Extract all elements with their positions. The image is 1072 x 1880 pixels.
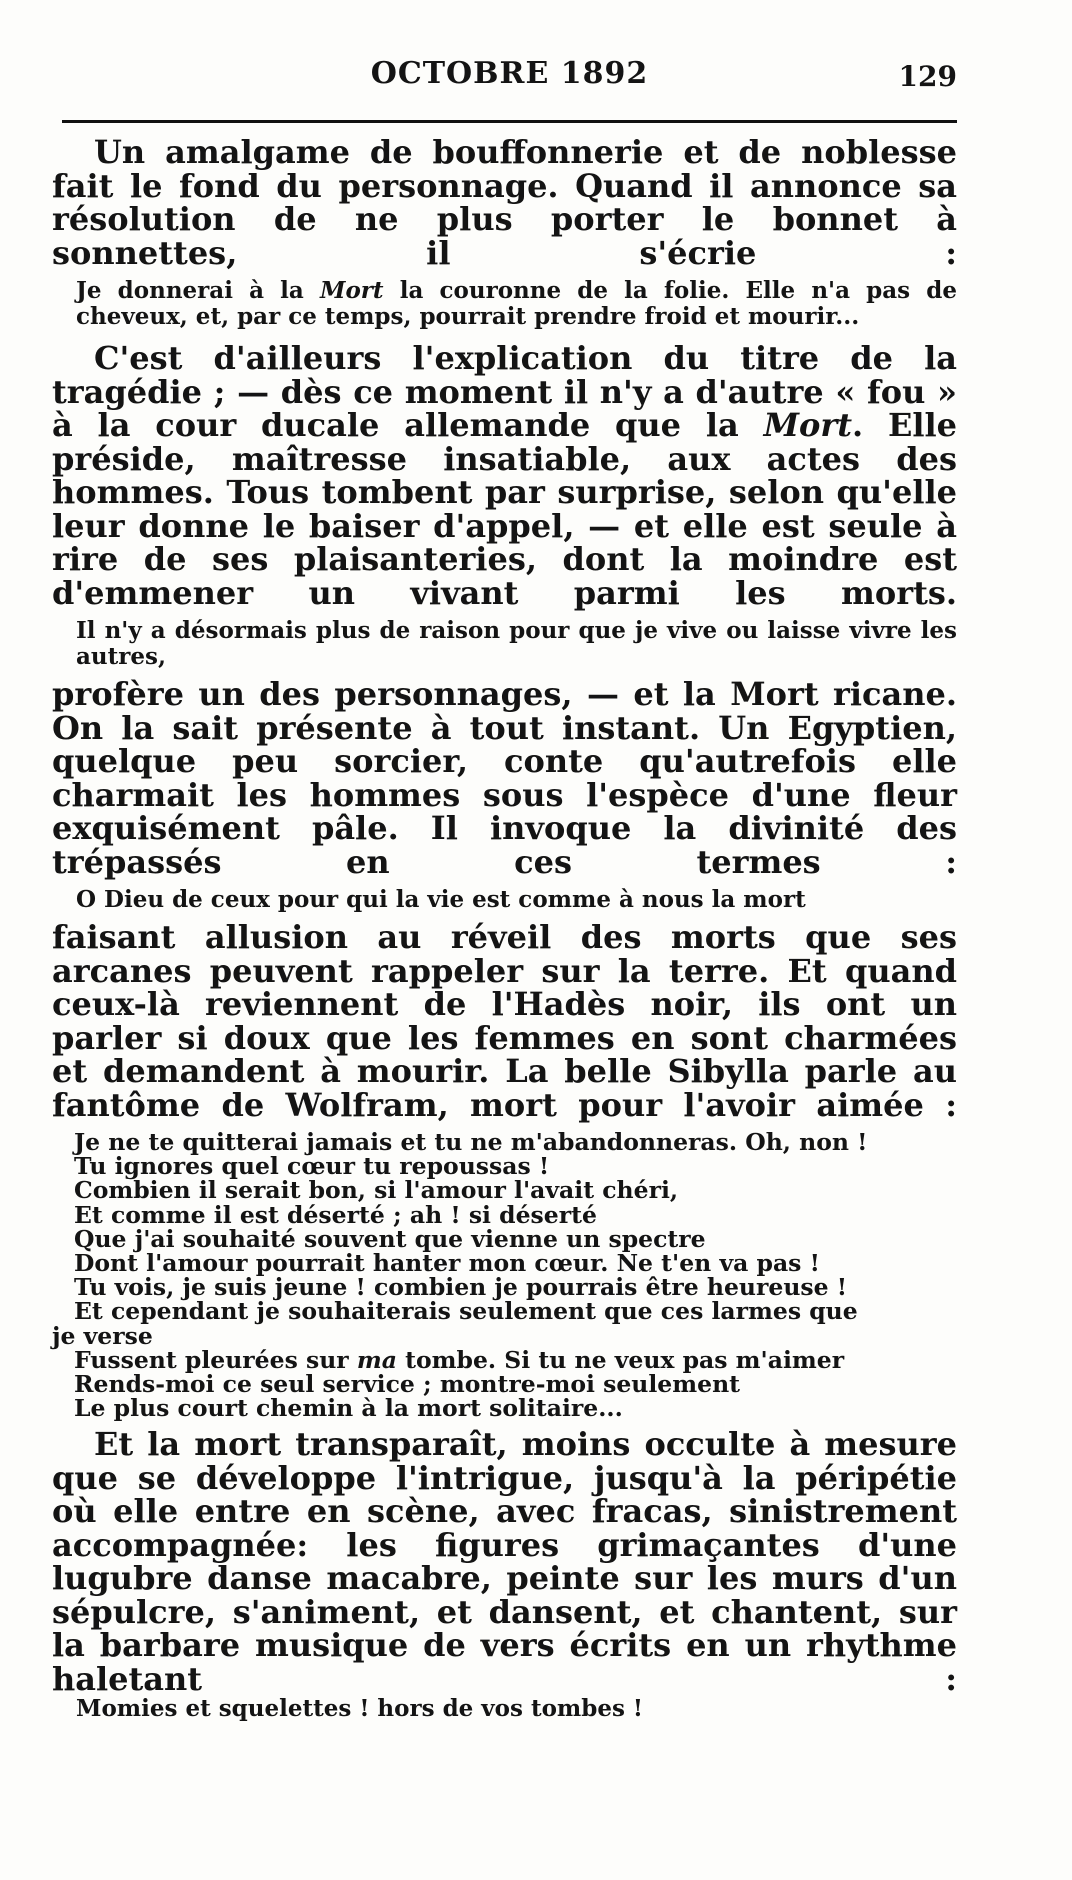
paragraph-5-text: Et la mort transparaît, moins occulte à mesure que se développe l'intrigue, jusqu'à la péripétie où elle entre en scène, avec fracas, sinistrement accompagnée: les figures grimaçantes d'une lugubre danse macabre, peinte sur les murs d'un sépulcre, s'animent, et dansent, et chantent, sur la barbare musique de vers écrits en un rhythme haletant : <box>52 1425 957 1698</box>
verse-line: Dont l'amour pourrait hanter mon cœur. Ne t'en va pas ! <box>74 1249 820 1278</box>
quote-1 <box>52 278 957 330</box>
quote-2 <box>52 618 957 670</box>
verse-text: Fussent pleurées sur <box>74 1345 357 1374</box>
quote-1-text: Je donnerai à la <box>76 277 320 304</box>
verse-line: Tu vois, je suis jeune ! combien je pourrais être heureuse ! <box>74 1273 848 1302</box>
page-body <box>52 133 958 1723</box>
paragraph-3-text: profère un des personnages, — et la Mort ricane. On la sait présente à tout instant. Un Egyptien, quelque peu sorcier, conte qu'autrefois elle charmait les hommes sous l'espèce d'une fleur exquisément pâle. Il invoque la divinité des trépassés en ces termes : <box>52 675 957 881</box>
verse-line: Je ne te quitterai jamais et tu ne m'abandonneras. Oh, non ! <box>74 1128 868 1156</box>
verse-line-continuation: je verse <box>52 1321 153 1350</box>
quote-1-text-end: la couronne de la folie. Elle n'a pas de cheveux, et, par ce temps, pourrait prendre froid et mourir... <box>76 277 957 330</box>
verse-line: Et comme il est déserté ; ah ! si déserté <box>74 1200 597 1229</box>
paragraph-2 <box>52 339 958 612</box>
quote-4-text: Momies et squelettes ! hors de vos tombes ! <box>76 1695 644 1723</box>
header-rule <box>62 120 957 123</box>
running-title: OCTOBRE 1892 <box>370 56 649 91</box>
quote-4 <box>52 1696 957 1722</box>
paragraph-2-text-end: . Elle préside, maîtresse insatiable, aux actes des hommes. Tous tombent par surprise, selon qu'elle leur donne le baiser d'appel, — et elle est seule à rire de ses plaisanteries, dont la moindre est d'emmener un vivant parmi les morts. <box>52 406 958 612</box>
verse-line: Combien il serait bon, si l'amour l'avait chéri, <box>74 1176 679 1205</box>
quote-3-text: O Dieu de ceux pour qui la vie est comme à nous la mort <box>76 886 806 913</box>
verse-line: Et cependant je souhaiterais seulement que ces larmes que <box>74 1297 858 1326</box>
quote-2-text: Il n'y a désormais plus de raison pour que je vive ou laisse vivre les autres, <box>76 617 957 670</box>
verse-line: Que j'ai souhaité souvent que vienne un spectre <box>74 1224 706 1253</box>
paragraph-5 <box>52 1425 957 1698</box>
paragraph-2-italic: Mort <box>763 406 852 444</box>
page-number: 129 <box>898 60 957 93</box>
verse-line: Tu ignores quel cœur tu repoussas ! <box>74 1152 550 1181</box>
verse-line: Rends-moi ce seul service ; montre-moi seulement <box>74 1370 741 1399</box>
paragraph-4-text: faisant allusion au réveil des morts que ses arcanes peuvent rappeler sur la terre. Et quand ceux-là reviennent de l'Hadès noir, ils ont un parler si doux que les femmes en sont charmées et demandent à mourir. La belle Sibylla parle au fantôme de Wolfram, mort pour l'avoir aimée : <box>52 918 957 1124</box>
verse-line: Le plus court chemin à la mort solitaire... <box>74 1394 623 1423</box>
verse-text-end: tombe. Si tu ne veux pas m'aimer <box>396 1345 845 1374</box>
verse-block <box>52 1128 957 1423</box>
paragraph-1-text: Un amalgame de bouffonnerie et de noblesse fait le fond du personnage. Quand il annonce sa résolution de ne plus porter le bonnet à sonnettes, il s'écrie : <box>52 133 957 272</box>
verse-italic: ma <box>356 1345 397 1374</box>
verse-line <box>74 1345 957 1374</box>
paragraph-4 <box>52 918 957 1124</box>
paragraph-3 <box>52 675 957 881</box>
quote-1-italic: Mort <box>320 277 384 304</box>
quote-3 <box>52 887 957 913</box>
page-header <box>62 56 957 100</box>
paragraph-2-text: C'est d'ailleurs l'explication du titre de la tragédie ; — dès ce moment il n'y a d'autre « fou » à la cour ducale allemande que la <box>52 339 957 444</box>
paragraph-1 <box>52 133 957 272</box>
